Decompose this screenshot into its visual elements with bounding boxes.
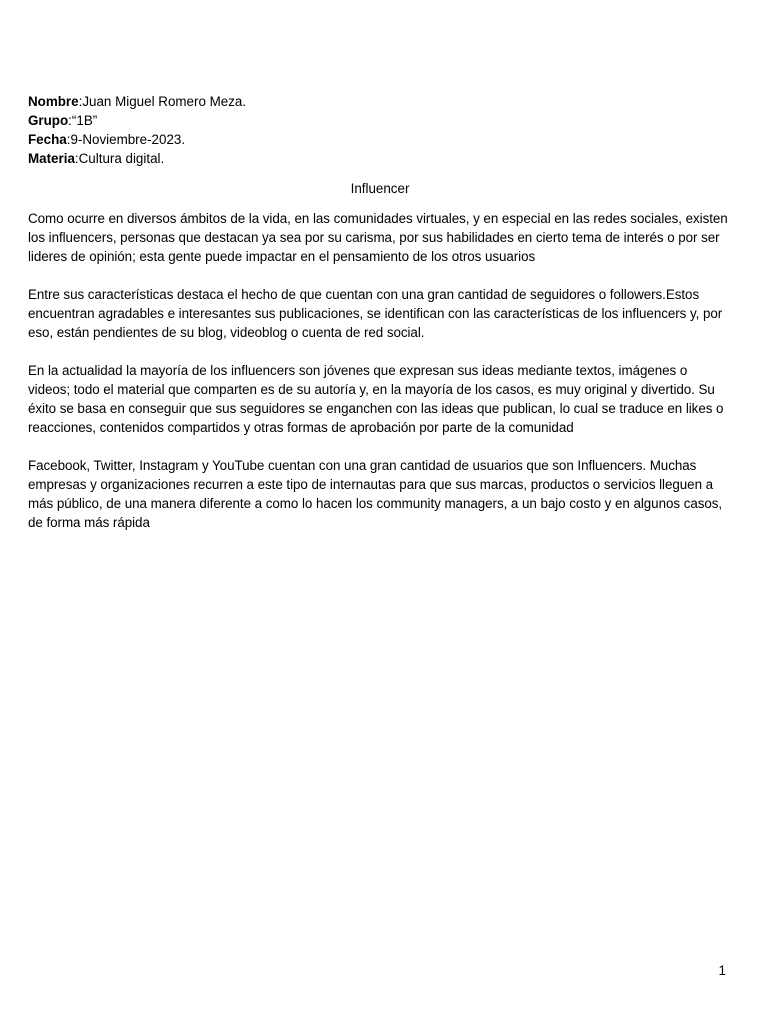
- date-separator: :: [66, 132, 71, 147]
- date-label: Fecha: [28, 132, 67, 147]
- document-content: [28, 92, 732, 532]
- page-number: 1: [718, 963, 726, 978]
- name-value: Juan Miguel Romero Meza.: [82, 94, 247, 109]
- subject-line: [28, 149, 732, 168]
- group-line: [28, 111, 732, 130]
- subject-label: Materia: [28, 151, 75, 166]
- subject-value: Cultura digital.: [78, 151, 165, 166]
- name-label: Nombre: [28, 94, 79, 109]
- paragraph: Como ocurre en diversos ámbitos de la vida, en las comunidades virtuales, y en especial en las redes sociales, existen los influencers, personas que destacan ya sea por su carisma, por sus habilidades en cierto tema de interés o por ser lideres de opinión; esta gente puede impactar en el pensamiento de los otros usuarios: [28, 211, 728, 264]
- student-info: [28, 92, 732, 168]
- group-value: “1B”: [71, 113, 98, 128]
- name-separator: :: [78, 94, 83, 109]
- paragraph: En la actualidad la mayoría de los influencers son jóvenes que expresan sus ideas mediante textos, imágenes o videos; todo el material que comparten es de su autoría y, en la mayoría de los casos, es muy original y divertido. Su éxito se basa en conseguir que sus seguidores se enganchen con las ideas que publican, lo cual se traduce en likes o reacciones, contenidos compartidos y otras formas de aprobación por parte de la comunidad: [28, 363, 724, 435]
- date-value: 9-Noviembre-2023.: [70, 132, 186, 147]
- paragraph: Facebook, Twitter, Instagram y YouTube cuentan con una gran cantidad de usuarios que son Influencers. Muchas empresas y organizaciones recurren a este tipo de internautas para que sus marcas, productos o servicios lleguen a más público, de una manera diferente a como lo hacen los community managers, a un bajo costo y en algunos casos, de forma más rápida: [28, 458, 723, 530]
- group-separator: :: [68, 113, 72, 128]
- name-line: [28, 92, 732, 111]
- subject-separator: :: [74, 151, 79, 166]
- group-label: Grupo: [28, 113, 69, 128]
- document-title: Influencer: [350, 181, 410, 196]
- paragraph: Entre sus características destaca el hecho de que cuentan con una gran cantidad de seguidores o followers.Estos encuentran agradables e interesantes sus publicaciones, se identifican con las características de los influencers y, por eso, están pendientes de su blog, videoblog o cuenta de red social.: [28, 287, 723, 340]
- date-line: [28, 130, 732, 149]
